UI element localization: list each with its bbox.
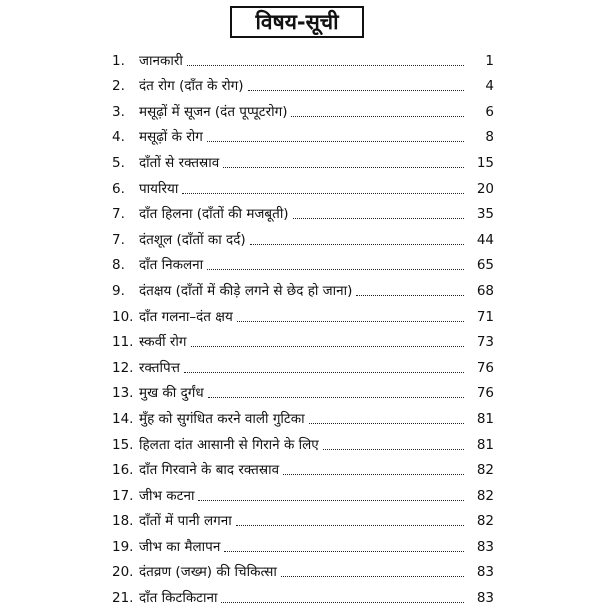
toc-entry-page: 35 bbox=[476, 206, 494, 223]
dot-leader bbox=[184, 372, 464, 373]
toc-entry-title: दाँत निकलना bbox=[139, 257, 204, 274]
toc-entry-number: 14. bbox=[112, 410, 134, 427]
toc-entry-number: 12. bbox=[112, 359, 134, 376]
toc-entry-page: 68 bbox=[476, 282, 494, 299]
dot-leader bbox=[208, 397, 464, 398]
toc-entry bbox=[112, 427, 494, 453]
toc-entry-page: 1 bbox=[485, 52, 494, 69]
dot-leader bbox=[198, 500, 464, 501]
toc-entry-title: दाँतों से रक्तस्राव bbox=[139, 154, 220, 171]
toc-entry-title: दाँत किटकिटाना bbox=[139, 590, 218, 606]
dot-leader bbox=[207, 141, 464, 142]
dot-leader bbox=[187, 65, 464, 66]
toc-entry-page: 83 bbox=[476, 564, 494, 581]
toc-entry-page: 81 bbox=[476, 410, 494, 427]
toc-entry bbox=[112, 504, 494, 530]
toc-entry-page: 15 bbox=[476, 154, 494, 171]
dot-leader bbox=[207, 269, 464, 270]
dot-leader bbox=[182, 193, 464, 194]
toc-entry-title: दंत रोग (दाँत के रोग) bbox=[139, 78, 244, 95]
dot-leader bbox=[293, 218, 464, 219]
toc-entry-page: 65 bbox=[476, 257, 494, 274]
toc-entry bbox=[112, 299, 494, 325]
dot-leader bbox=[236, 525, 464, 526]
toc-entry-title: दाँत गलना–दंत क्षय bbox=[139, 308, 233, 325]
toc-entry bbox=[112, 529, 494, 555]
dot-leader bbox=[291, 116, 464, 117]
toc-entry-title: दंतशूल (दाँतों का दर्द) bbox=[139, 231, 246, 248]
dot-leader bbox=[250, 244, 464, 245]
toc-entry-number: 15. bbox=[112, 436, 134, 453]
dot-leader bbox=[281, 576, 464, 577]
toc-entry-title: दाँत हिलना (दाँतों की मजबूती) bbox=[139, 206, 289, 223]
toc-entry-number: 13. bbox=[112, 385, 134, 402]
toc-entry bbox=[112, 376, 494, 402]
toc-entry bbox=[112, 273, 494, 299]
toc-entry-page: 4 bbox=[485, 78, 494, 95]
toc-entry-number: 19. bbox=[112, 538, 134, 555]
toc-entry bbox=[112, 43, 494, 69]
toc-entry-number: 21. bbox=[112, 590, 134, 606]
toc-entry-number: 8. bbox=[112, 257, 125, 274]
toc-entry bbox=[112, 248, 494, 274]
dot-leader bbox=[223, 167, 464, 168]
toc-entry-page: 83 bbox=[476, 590, 494, 606]
toc-entry-page: 82 bbox=[476, 487, 494, 504]
toc-entry-page: 76 bbox=[476, 359, 494, 376]
toc-entry-number: 17. bbox=[112, 487, 134, 504]
toc-entry-page: 82 bbox=[476, 513, 494, 530]
toc-entry-number: 5. bbox=[112, 154, 125, 171]
toc-entry-page: 82 bbox=[476, 462, 494, 479]
toc-entry-page: 73 bbox=[476, 334, 494, 351]
toc-entry-number: 3. bbox=[112, 103, 125, 120]
dot-leader bbox=[224, 551, 464, 552]
toc-entry bbox=[112, 401, 494, 427]
toc-entry bbox=[112, 222, 494, 248]
toc-entry-title: जानकारी bbox=[139, 52, 183, 69]
toc-entry bbox=[112, 325, 494, 351]
toc-entry-number: 18. bbox=[112, 513, 134, 530]
toc-entry-page: 76 bbox=[476, 385, 494, 402]
dot-leader bbox=[248, 90, 464, 91]
toc-entry-title: मुख की दुर्गंध bbox=[139, 385, 204, 402]
dot-leader bbox=[191, 346, 464, 347]
toc-entry-title: दंतक्षय (दाँतों में कीड़े लगने से छेद हो जाना) bbox=[139, 282, 353, 299]
toc-entry bbox=[112, 171, 494, 197]
dot-leader bbox=[283, 474, 464, 475]
toc-entry bbox=[112, 350, 494, 376]
toc-entry-number: 20. bbox=[112, 564, 134, 581]
dot-leader bbox=[221, 602, 464, 603]
toc-entry-number: 11. bbox=[112, 334, 134, 351]
toc-entry bbox=[112, 145, 494, 171]
dot-leader bbox=[323, 449, 464, 450]
toc-entry-number: 4. bbox=[112, 129, 125, 146]
toc-entry bbox=[112, 197, 494, 223]
toc-entry-title: दाँत गिरवाने के बाद रक्तस्राव bbox=[139, 462, 280, 479]
toc-entry-number: 7. bbox=[112, 206, 125, 223]
toc-entry-page: 81 bbox=[476, 436, 494, 453]
toc-entry bbox=[112, 69, 494, 95]
toc-entry-title: मसूढ़ों में सूजन (दंत पूप्पूटरोग) bbox=[139, 103, 288, 120]
toc-entry-number: 9. bbox=[112, 282, 125, 299]
toc-entry bbox=[112, 555, 494, 581]
table-of-contents bbox=[112, 43, 494, 606]
toc-entry-page: 71 bbox=[476, 308, 494, 325]
toc-entry-title: मुँह को सुगंधित करने वाली गुटिका bbox=[139, 410, 305, 427]
toc-entry-page: 20 bbox=[476, 180, 494, 197]
dot-leader bbox=[237, 321, 464, 322]
toc-entry-number: 16. bbox=[112, 462, 134, 479]
toc-entry-number: 2. bbox=[112, 78, 125, 95]
toc-entry-title: दाँतों में पानी लगना bbox=[139, 513, 232, 530]
toc-entry-title: जीभ का मैलापन bbox=[139, 538, 221, 555]
toc-entry-page: 44 bbox=[476, 231, 494, 248]
toc-entry-title: जीभ कटना bbox=[139, 487, 195, 504]
toc-entry bbox=[112, 453, 494, 479]
toc-entry-title: पायरिया bbox=[139, 180, 179, 197]
toc-entry bbox=[112, 478, 494, 504]
toc-entry-number: 1. bbox=[112, 52, 125, 69]
toc-entry-title: मसूढ़ों के रोग bbox=[139, 129, 203, 146]
toc-entry bbox=[112, 580, 494, 606]
toc-entry-page: 6 bbox=[485, 103, 494, 120]
dot-leader bbox=[356, 295, 464, 296]
toc-entry-number: 7. bbox=[112, 231, 125, 248]
toc-entry-page: 8 bbox=[485, 129, 494, 146]
toc-entry-number: 6. bbox=[112, 180, 125, 197]
toc-entry bbox=[112, 120, 494, 146]
toc-entry bbox=[112, 94, 494, 120]
toc-entry-title: दंतव्रण (जख्म) की चिकित्सा bbox=[139, 564, 277, 581]
toc-entry-page: 83 bbox=[476, 538, 494, 555]
dot-leader bbox=[309, 423, 464, 424]
toc-entry-number: 10. bbox=[112, 308, 134, 325]
toc-entry-title: स्कर्वी रोग bbox=[139, 334, 187, 351]
toc-entry-title: रक्तपित्त bbox=[139, 359, 180, 376]
page-title: विषय-सूची bbox=[230, 6, 364, 38]
toc-entry-title: हिलता दांत आसानी से गिराने के लिए bbox=[139, 436, 319, 453]
